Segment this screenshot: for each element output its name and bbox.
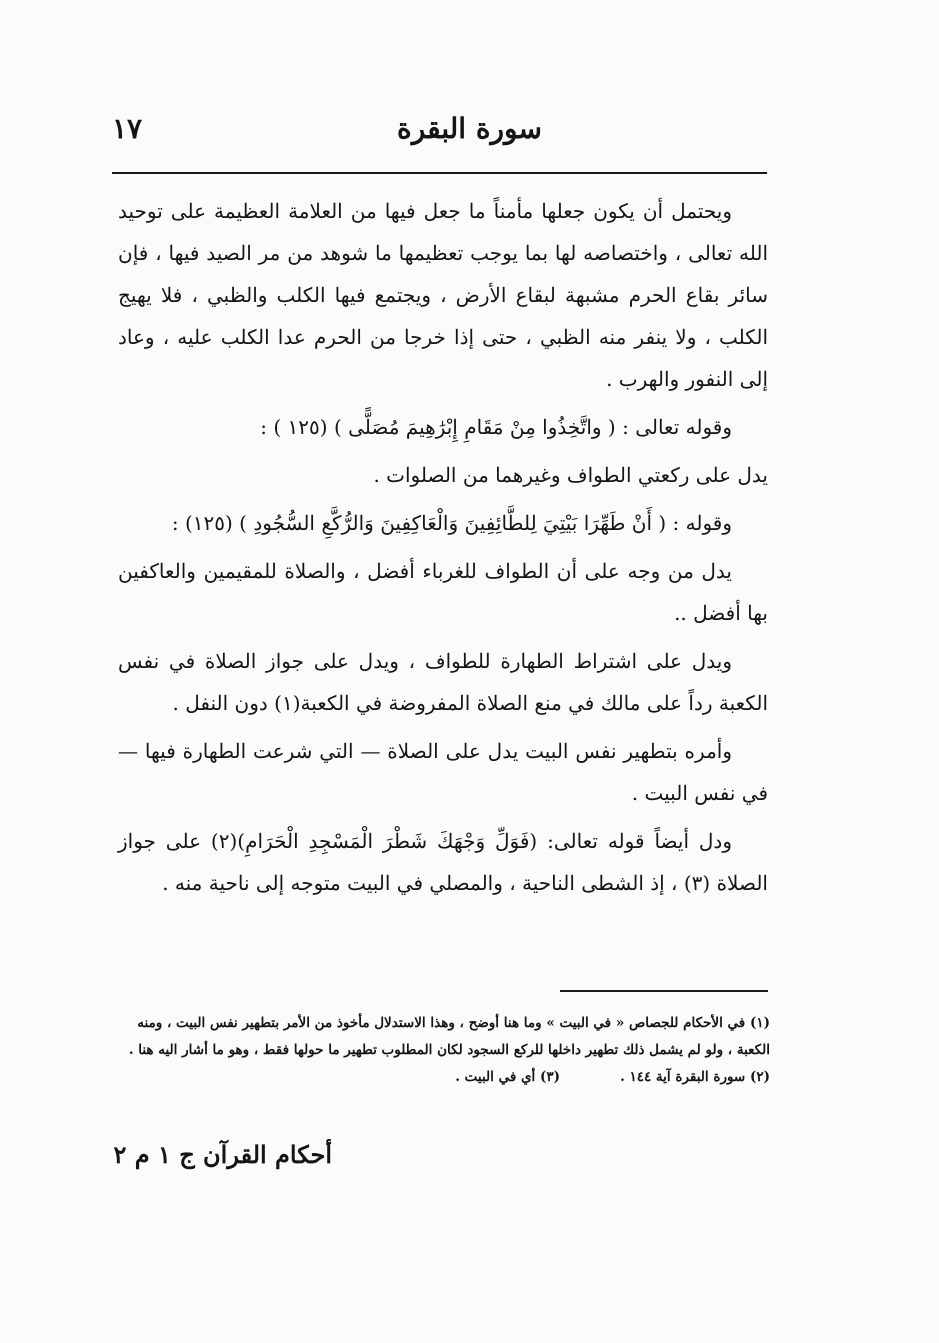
page-title: سورة البقرة (397, 112, 542, 145)
footnote-divider (560, 990, 768, 992)
footnote-2: (٢) سورة البقرة آية ١٤٤ . (620, 1069, 770, 1085)
footnote-1: (١) في الأحكام للجصاص « في البيت » وما هنا أوضح ، وهذا الاستدلال مأخوذ من الأمر بتطهير نفس البيت ، ومنه الكعبة ، ولو لم يشمل ذلك تطهير داخلها للركع السجود لكان المطلوب تطهير ما حولها فقط ، وهو ما أشار اليه هنا . (128, 1015, 770, 1058)
paragraph: يدل من وجه على أن الطواف للغرباء أفضل ، والصلاة للمقيمين والعاكفين بها أفضل .. (118, 559, 768, 625)
page-number: ١٧ (112, 112, 143, 145)
footnote-row (110, 1064, 770, 1091)
body-text (118, 190, 768, 910)
paragraph: ويدل على اشتراط الطهارة للطواف ، ويدل على جواز الصلاة في نفس الكعبة رداً على مالك في منع الصلاة المفروضة في الكعبة(١) دون النفل . (118, 649, 768, 715)
signature-line: أحكام القرآن ج ١ م ٢ (113, 1140, 332, 1169)
footnotes (110, 1010, 770, 1091)
paragraph: وأمره بتطهير نفس البيت يدل على الصلاة — التي شرعت الطهارة فيها — في نفس البيت . (118, 739, 768, 805)
footnote-3: (٣) أي في البيت . (455, 1069, 561, 1085)
paragraph: وقوله تعالى : ( واتَّخِذُوا مِنْ مَقَامِ إِبْرَٰهِيمَ مُصَلًّى ) (١٢٥ ) : (260, 415, 732, 439)
header-divider (112, 172, 767, 174)
paragraph: ودل أيضاً قوله تعالى: (فَوَلِّ وَجْهَكَ شَطْرَ الْمَسْجِدِ الْحَرَامِ)(٢) على جواز الصلاة (٣) ، إذ الشطى الناحية ، والمصلي في البيت متوجه إلى ناحية منه . (118, 829, 768, 895)
paragraph: وقوله : ( أَنْ طَهِّرَا بَيْتِيَ لِلطَّائِفِينَ وَالْعَاكِفِينَ وَالرُّكَّعِ السُّجُودِ ) (١٢٥) : (171, 511, 732, 535)
paragraph: يدل على ركعتي الطواف وغيرهما من الصلوات . (373, 463, 768, 487)
paragraph: ويحتمل أن يكون جعلها مأمناً ما جعل فيها من العلامة العظيمة على توحيد الله تعالى ، واختصاصه لها بما يوجب تعظيمها ما شوهد من مر الصيد فيها ، فإن سائر بقاع الحرم مشبهة لبقاع الأرض ، ويجتمع فيها الكلب والظبي ، فلا يهيج الكلب ، ولا ينفر منه الظبي ، حتى إذا خرجا من الحرم عدا الكلب عليه ، وعاد إلى النفور والهرب . (118, 199, 768, 391)
